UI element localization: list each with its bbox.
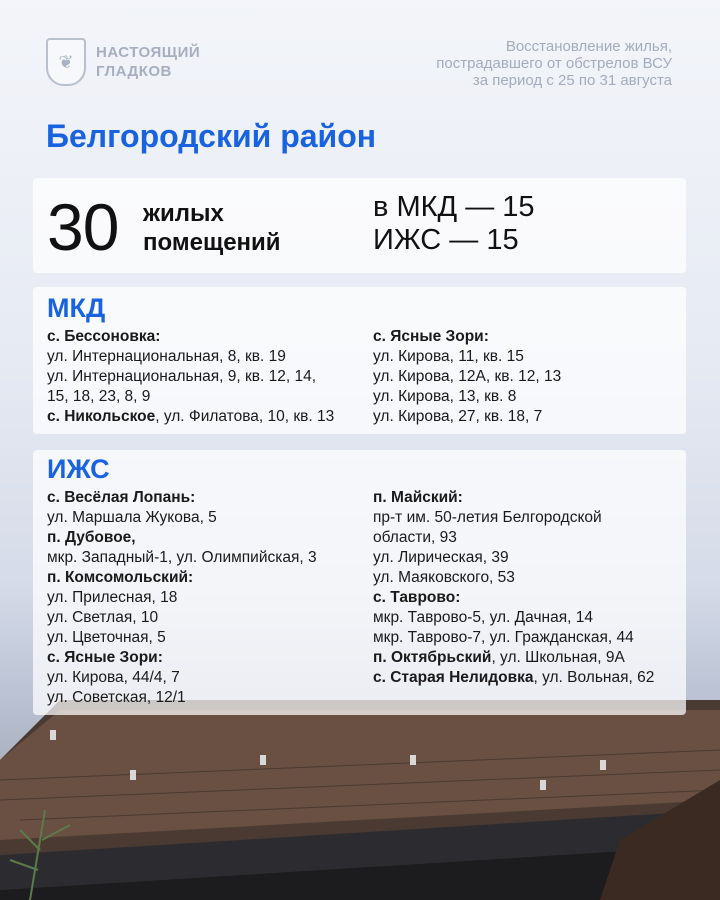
locality-name: п. Майский: — [373, 489, 463, 506]
mkd-left-column — [47, 327, 334, 427]
address-text: ул. Кирова, 13, кв. 8 — [373, 388, 517, 405]
address-line — [373, 648, 654, 668]
address-text: ул. Кирова, 11, кв. 15 — [373, 348, 524, 365]
address-text: ул. Маяковского, 53 — [373, 569, 515, 586]
locality-name: с. Ясные Зори: — [373, 328, 489, 345]
locality-name: с. Бессоновка: — [47, 328, 161, 345]
coat-of-arms-icon: ❦ — [46, 38, 86, 86]
address-text: , ул. Филатова, 10, кв. 13 — [155, 408, 335, 425]
address-line — [373, 407, 561, 427]
address-text: ул. Лирическая, 39 — [373, 549, 509, 566]
district-title: Белгородский район — [46, 118, 377, 154]
address-line — [373, 528, 654, 548]
address-line — [373, 367, 561, 387]
address-line — [373, 548, 654, 568]
izhs-section-title: ИЖС — [47, 454, 110, 484]
address-line — [373, 488, 654, 508]
address-text: области, 93 — [373, 529, 457, 546]
address-line — [47, 688, 317, 708]
address-text: ул. Кирова, 44/4, 7 — [47, 669, 180, 686]
address-line — [47, 367, 334, 387]
address-text: мкр. Таврово-5, ул. Дачная, 14 — [373, 609, 593, 626]
address-text: ул. Маршала Жукова, 5 — [47, 509, 217, 526]
izhs-right-column — [373, 488, 654, 688]
address-line — [47, 488, 317, 508]
mkd-count: в МКД — 15 — [373, 191, 535, 223]
address-line — [47, 668, 317, 688]
address-line — [47, 508, 317, 528]
subtitle-line: пострадавшего от обстрелов ВСУ — [436, 55, 672, 72]
counts-breakdown — [373, 191, 535, 257]
address-text: ул. Кирова, 27, кв. 18, 7 — [373, 408, 543, 425]
address-line — [47, 568, 317, 588]
total-label — [143, 199, 281, 257]
locality-name: п. Октябрьский — [373, 649, 492, 666]
locality-name: с. Никольское — [47, 408, 156, 425]
address-text: ул. Кирова, 12А, кв. 12, 13 — [373, 368, 562, 385]
address-text: ул. Интернациональная, 8, кв. 19 — [47, 348, 286, 365]
address-text: мкр. Таврово-7, ул. Гражданская, 44 — [373, 629, 634, 646]
address-text: ул. Цветочная, 5 — [47, 629, 166, 646]
address-line — [47, 407, 334, 427]
address-text: пр-т им. 50-летия Белгородской — [373, 509, 602, 526]
address-line — [47, 588, 317, 608]
address-line — [373, 327, 561, 347]
address-line — [47, 387, 334, 407]
locality-name: с. Ясные Зори: — [47, 649, 163, 666]
address-line — [373, 608, 654, 628]
locality-name: с. Весёлая Лопань: — [47, 489, 196, 506]
izhs-count: ИЖС — 15 — [373, 224, 519, 256]
address-text: мкр. Западный-1, ул. Олимпийская, 3 — [47, 549, 317, 566]
mkd-card — [33, 287, 686, 434]
subtitle-line: Восстановление жилья, — [505, 38, 672, 55]
address-text: , ул. Школьная, 9А — [491, 649, 625, 666]
header-subtitle — [352, 38, 672, 89]
locality-name: с. Таврово: — [373, 589, 461, 606]
address-line — [47, 548, 317, 568]
address-line — [373, 387, 561, 407]
address-line — [373, 568, 654, 588]
mkd-section-title: МКД — [47, 293, 106, 323]
izhs-left-column — [47, 488, 317, 708]
address-text: , ул. Вольная, 62 — [533, 669, 655, 686]
address-line — [373, 668, 654, 688]
logo-text-line1: НАСТОЯЩИЙ — [96, 44, 201, 61]
address-text: ул. Прилесная, 18 — [47, 589, 178, 606]
address-line — [47, 608, 317, 628]
summary-card — [33, 178, 686, 273]
brand-logo — [46, 38, 200, 86]
total-count: 30 — [47, 190, 119, 264]
logo-text-line2: ГЛАДКОВ — [96, 63, 172, 80]
address-line — [47, 327, 334, 347]
mkd-right-column — [373, 327, 561, 427]
locality-name: п. Дубовое, — [47, 529, 136, 546]
address-line — [47, 628, 317, 648]
total-label-line2: помещений — [143, 229, 281, 256]
total-label-line1: жилых — [143, 200, 224, 227]
address-text: ул. Светлая, 10 — [47, 609, 159, 626]
address-text: ул. Советская, 12/1 — [47, 689, 186, 706]
address-text: 15, 18, 23, 8, 9 — [47, 388, 151, 405]
locality-name: п. Комсомольский: — [47, 569, 194, 586]
address-line — [373, 588, 654, 608]
address-text: ул. Интернациональная, 9, кв. 12, 14, — [47, 368, 317, 385]
address-line — [47, 648, 317, 668]
address-line — [47, 347, 334, 367]
address-line — [373, 508, 654, 528]
izhs-card — [33, 450, 686, 715]
address-line — [373, 628, 654, 648]
address-line — [373, 347, 561, 367]
subtitle-line: за период с 25 по 31 августа — [472, 72, 672, 89]
locality-name: с. Старая Нелидовка — [373, 669, 534, 686]
address-line — [47, 528, 317, 548]
